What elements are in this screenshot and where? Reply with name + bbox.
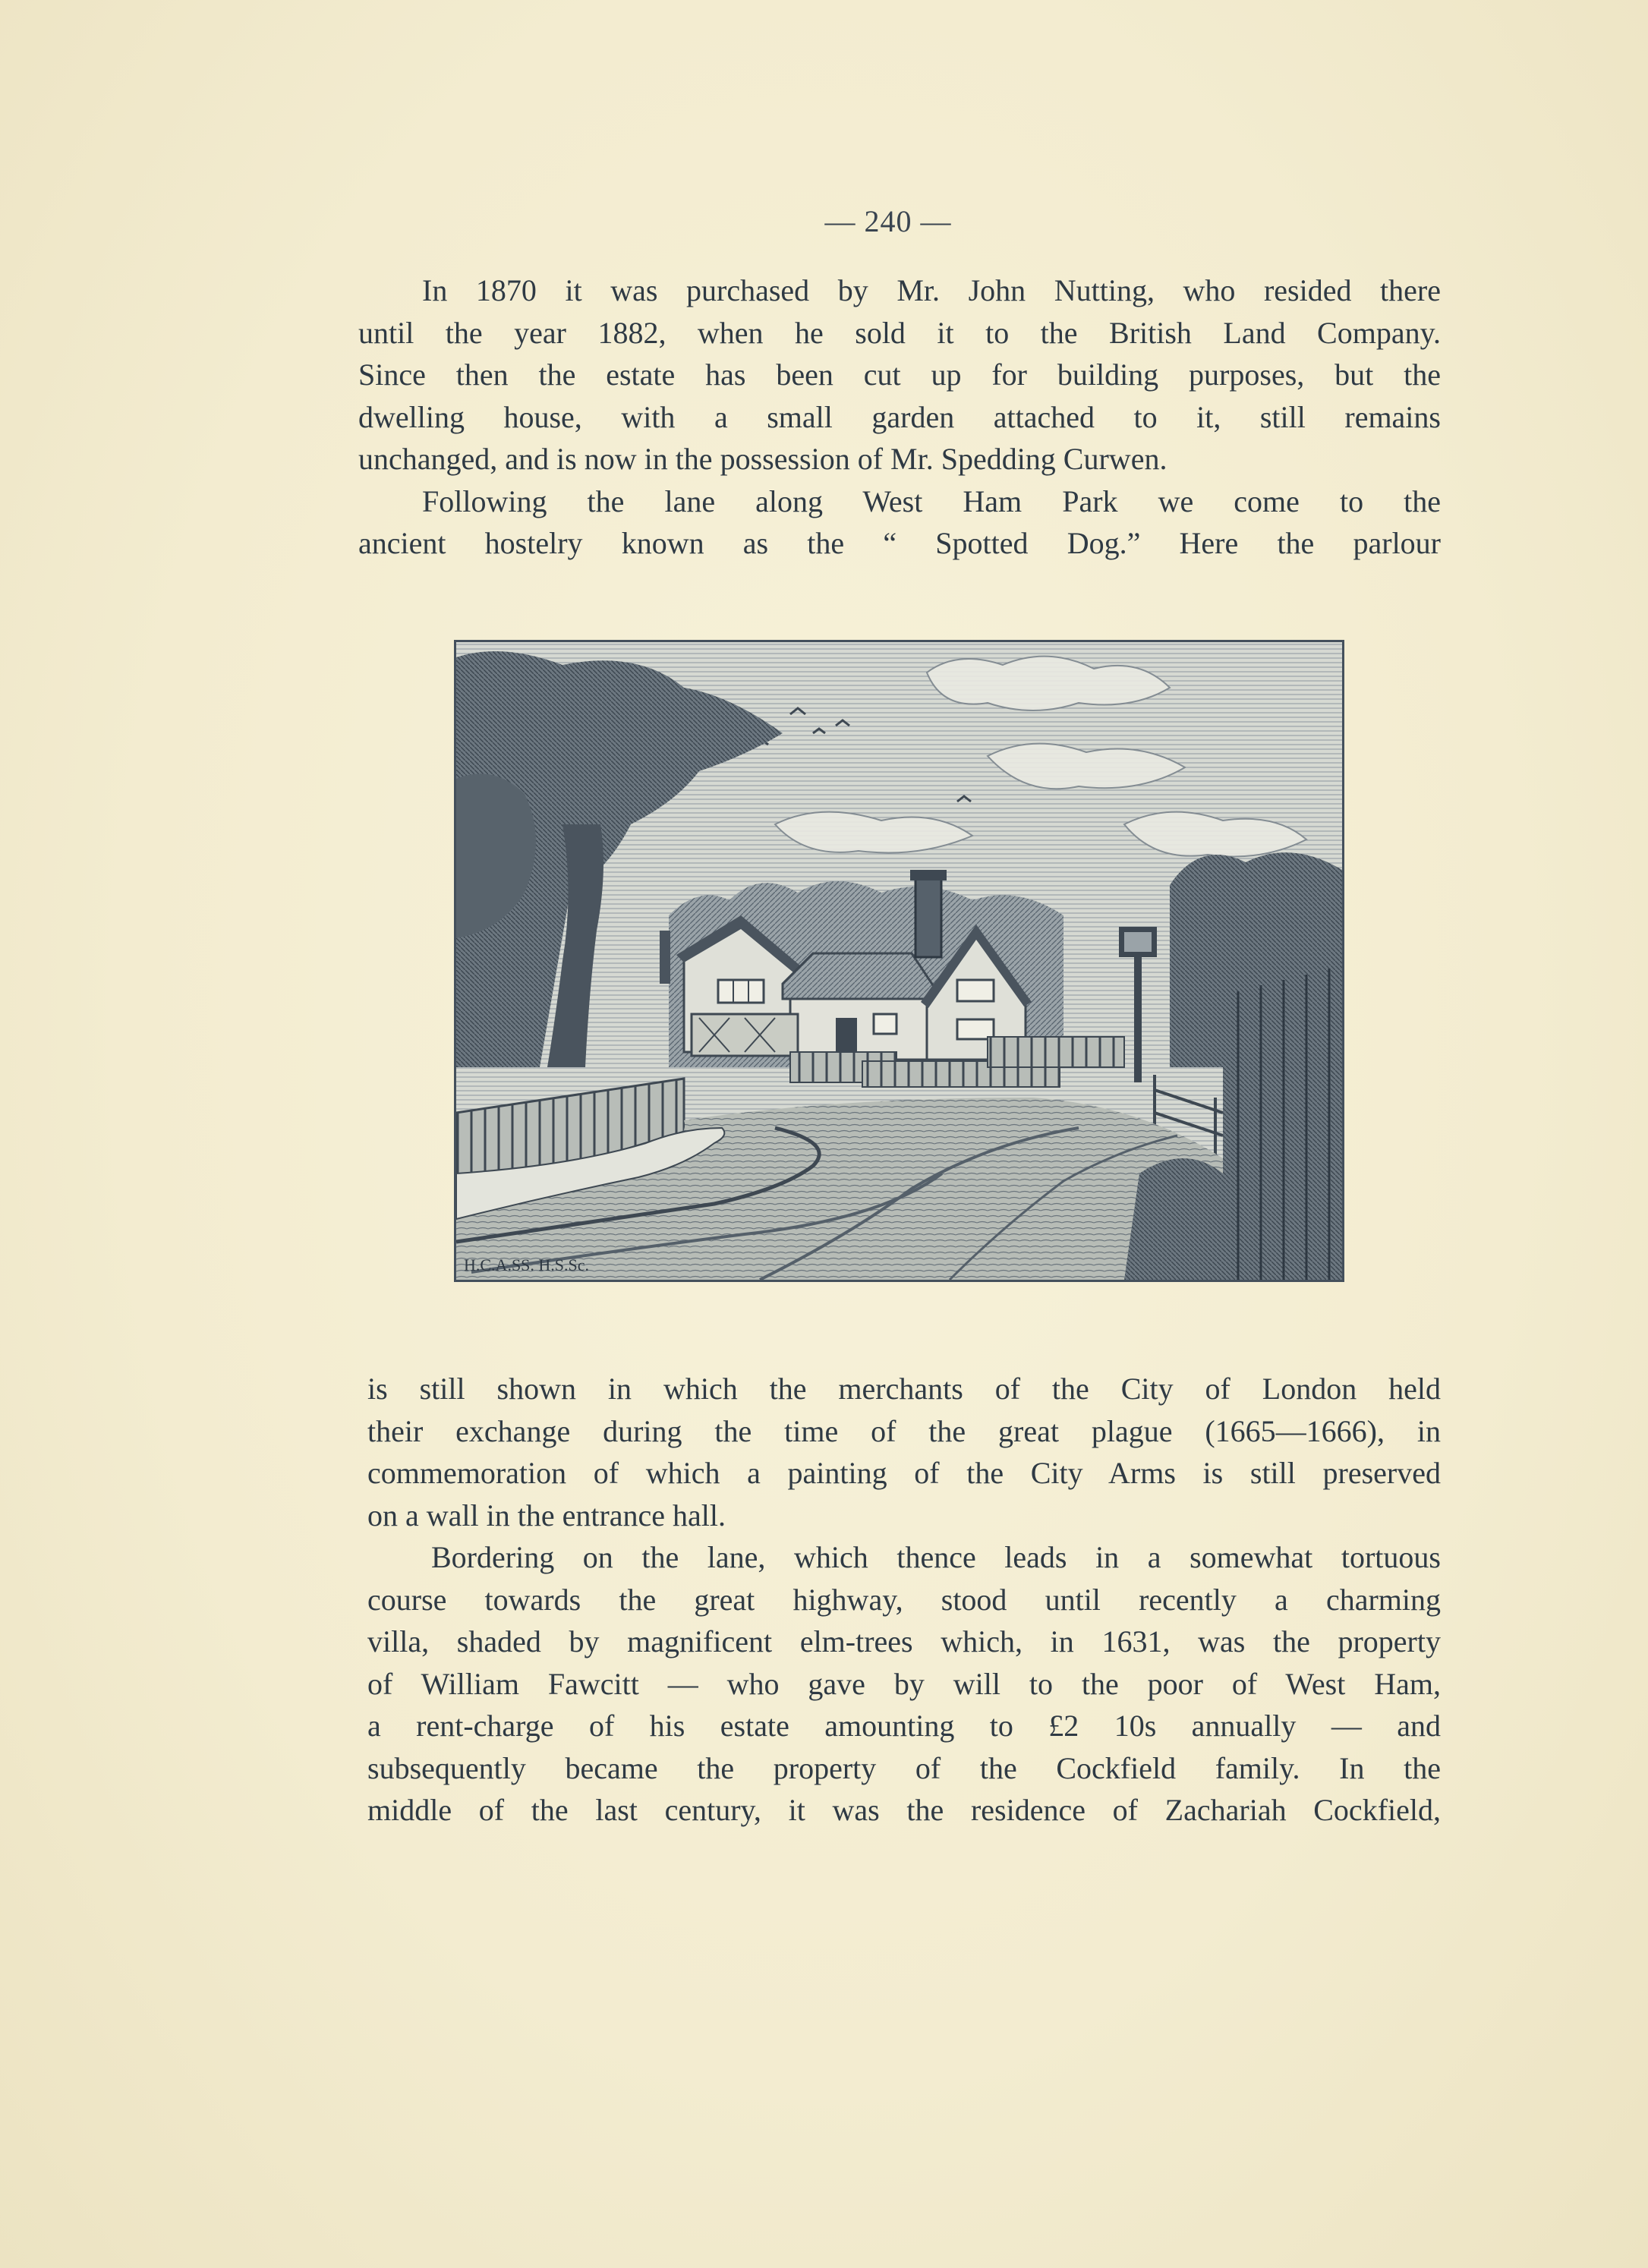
- engraver-signature: H.C.A.SS. H.S.Sc.: [464, 1255, 590, 1274]
- text-line: course towards the great highway, stood until recently a charming: [367, 1582, 1441, 1617]
- text-line: until the year 1882, when he sold it to the British Land Company.: [358, 315, 1441, 350]
- text-line: on a wall in the entrance hall.: [367, 1498, 726, 1532]
- paragraph: [358, 269, 1441, 480]
- text-line: villa, shaded by magnificent elm-trees which, in 1631, was the property: [367, 1624, 1441, 1658]
- text-line: Bordering on the lane, which thence leads in a somewhat tortuous: [431, 1540, 1441, 1574]
- text-line: subsequently became the property of the Cockfield family. In the: [367, 1750, 1441, 1785]
- text-line: Since then the estate has been cut up for building purposes, but the: [358, 358, 1441, 392]
- text-line: dwelling house, with a small garden attached to it, still remains: [358, 399, 1441, 434]
- text-line: of William Fawcitt — who gave by will to the poor of West Ham,: [367, 1666, 1441, 1701]
- text-block-top: [358, 269, 1441, 565]
- text-line: a rent-charge of his estate amounting to £2 10s annually — and: [367, 1709, 1441, 1743]
- text-line: unchanged, and is now in the possession of Mr. Spedding Curwen.: [358, 442, 1167, 476]
- paragraph: [358, 480, 1441, 565]
- text-line: ancient hostelry known as the “ Spotted Dog.” Here the parlour: [358, 526, 1441, 560]
- text-line: Following the lane along West Ham Park we come to the: [422, 484, 1441, 518]
- text-line: their exchange during the time of the great plague (1665—1666), in: [367, 1413, 1441, 1448]
- text-line: middle of the last century, it was the residence of Zachariah Cockfield,: [367, 1793, 1441, 1827]
- spotted-dog-inn-engraving: [456, 642, 1342, 1280]
- paragraph: [367, 1536, 1441, 1832]
- text-line: In 1870 it was purchased by Mr. John Nutting, who resided there: [422, 273, 1441, 307]
- engraving-illustration: [454, 640, 1344, 1282]
- text-line: commemoration of which a painting of the City Arms is still preserved: [367, 1456, 1441, 1490]
- text-block-bottom: [367, 1368, 1441, 1832]
- page-number: — 240 —: [824, 204, 952, 238]
- text-line: is still shown in which the merchants of the City of London held: [367, 1372, 1441, 1406]
- paragraph: [367, 1368, 1441, 1536]
